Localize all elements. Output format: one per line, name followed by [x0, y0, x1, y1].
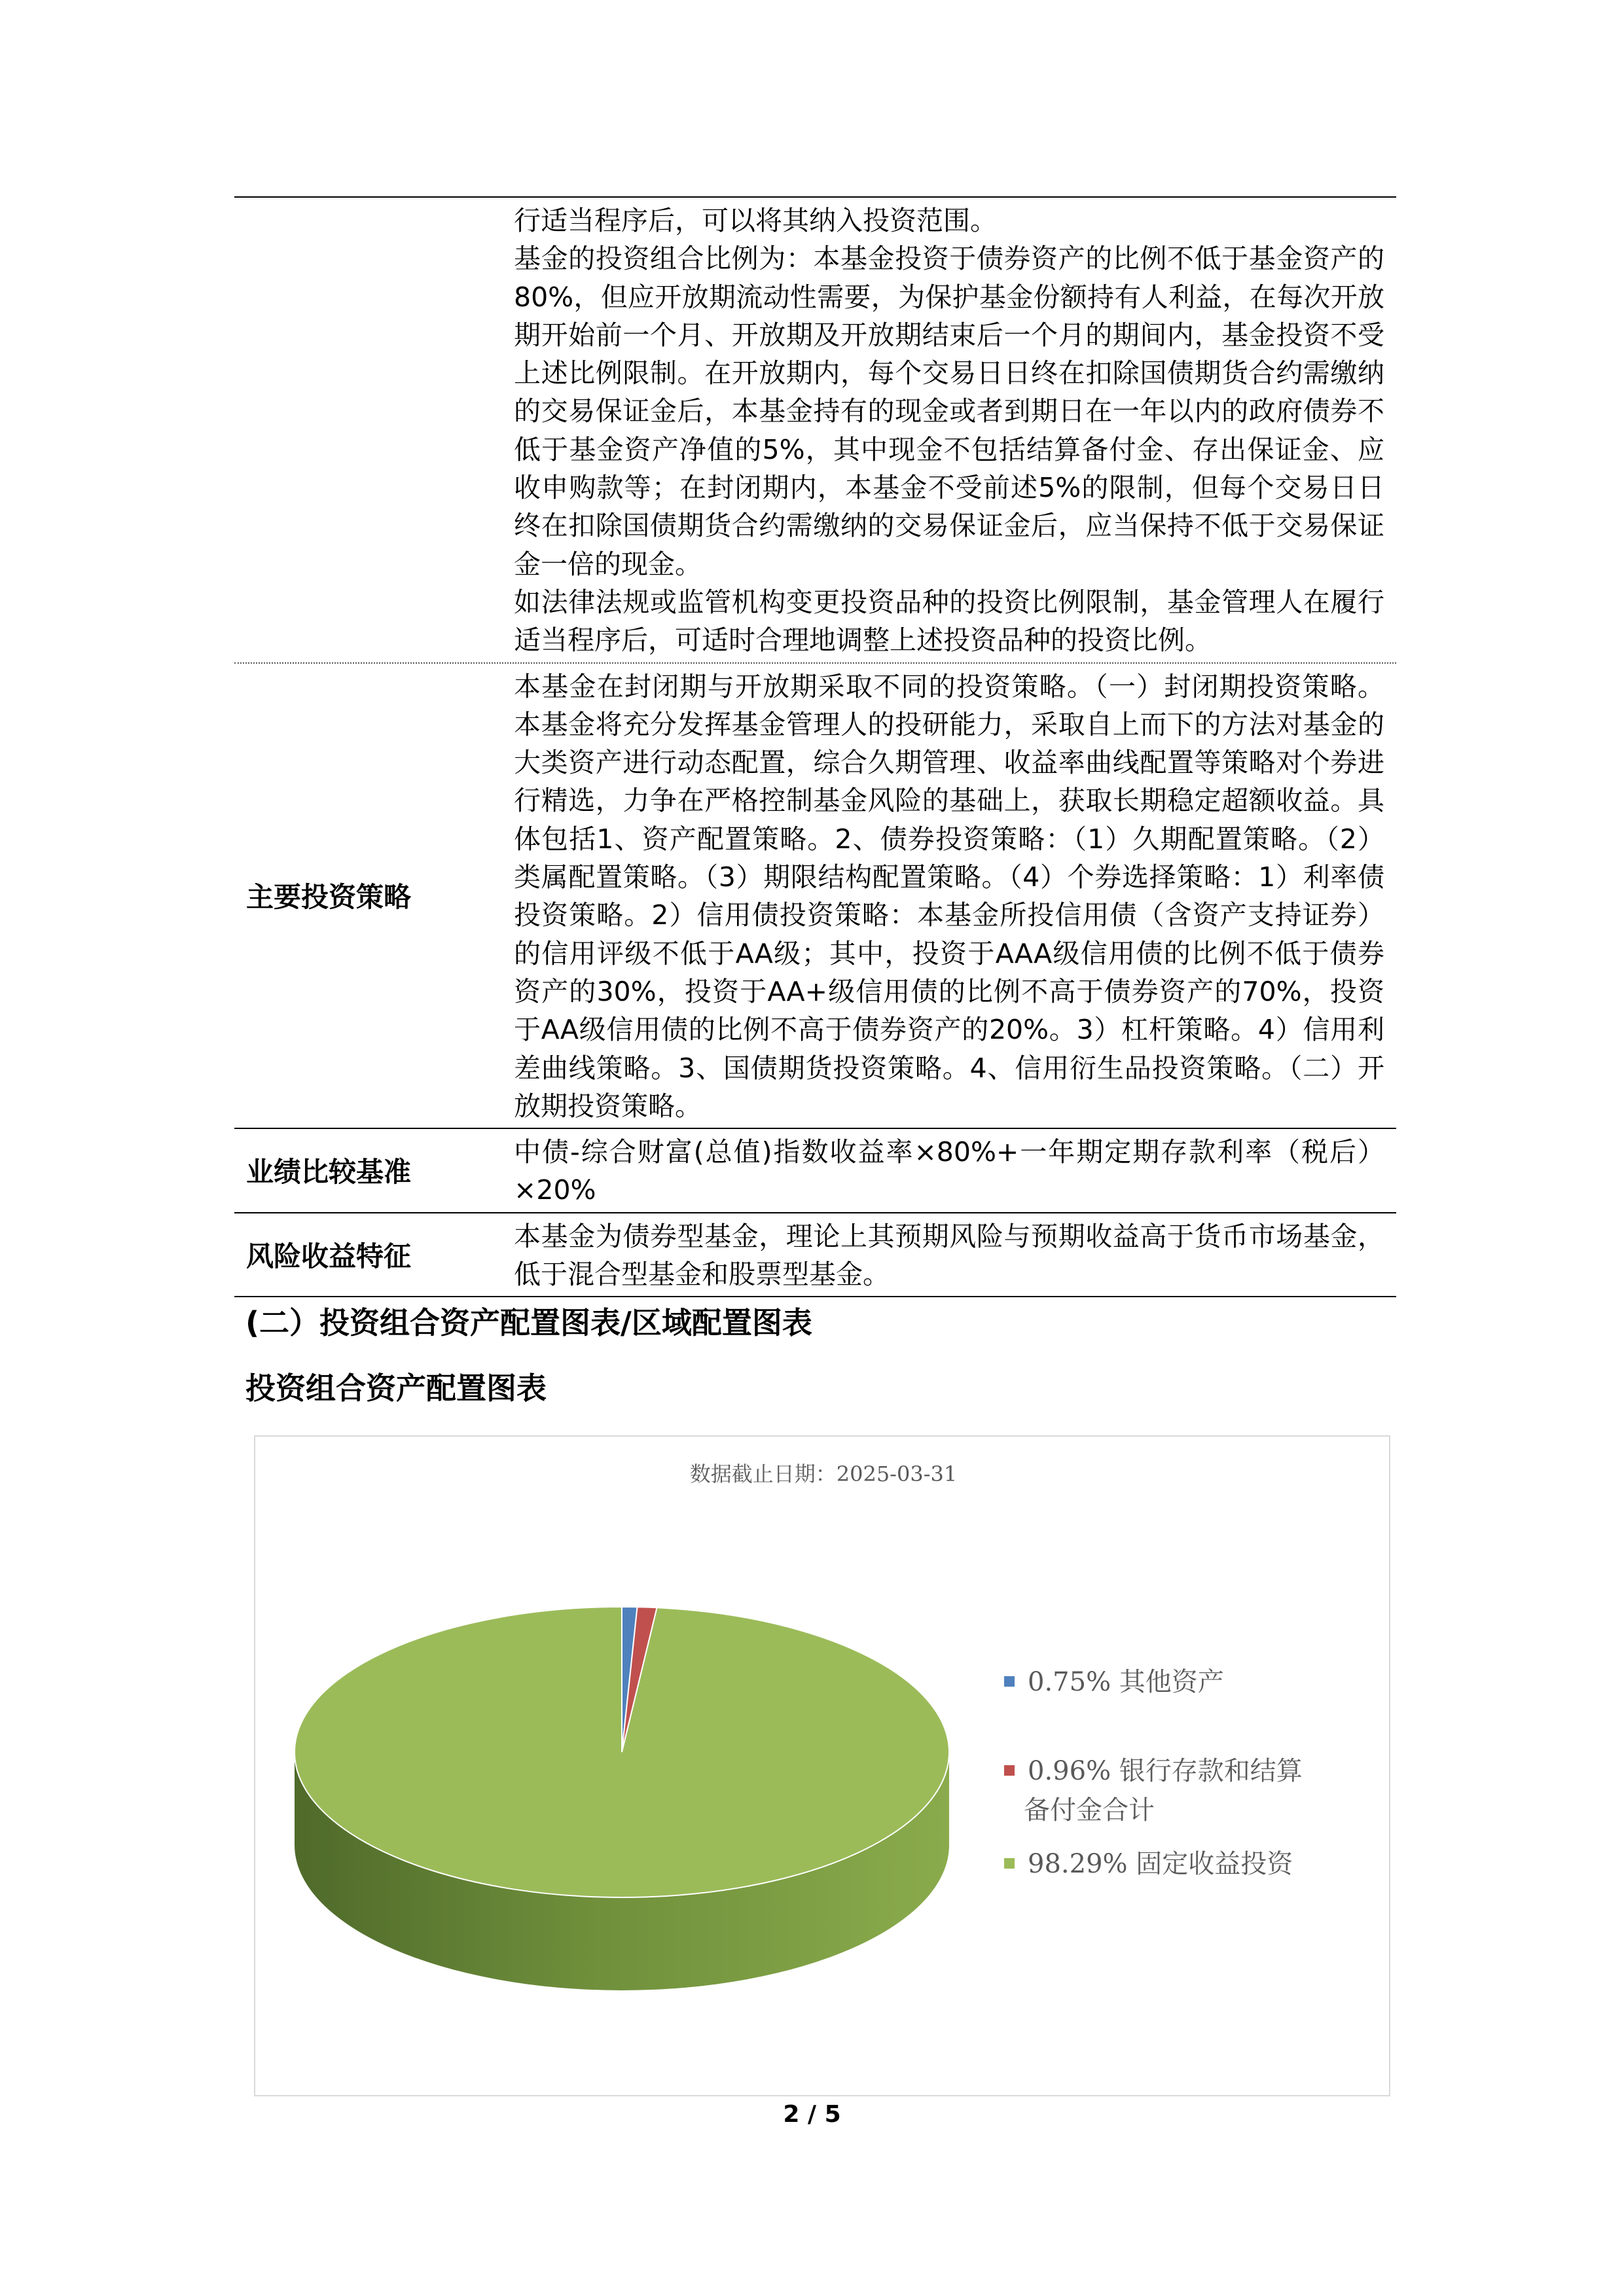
risk-content: [514, 1213, 1384, 1297]
scope-label: [246, 198, 495, 662]
subsection-heading: 投资组合资产配置图表: [245, 1371, 547, 1406]
page-number: 2 / 5: [783, 2101, 841, 2128]
legend-label: 0.75% 其他资产: [1028, 1667, 1224, 1697]
legend-marker: [1004, 1858, 1015, 1869]
risk-row: [234, 1213, 1396, 1298]
strategy-content: [514, 664, 1384, 1128]
scope-paragraph: 行适当程序后，可以将其纳入投资范围。: [514, 205, 997, 236]
pie-slice: [295, 1607, 949, 1897]
legend-label: 备付金合计: [1024, 1795, 1155, 1825]
benchmark-content: [514, 1129, 1384, 1212]
legend-label: 0.96% 银行存款和结算: [1028, 1756, 1303, 1786]
pie-chart-svg: [255, 1437, 1392, 2098]
scope-paragraph: 如法律法规或监管机构变更投资品种的投资比例限制，基金管理人在履行适当程序后，可适时合理地调整上述投资品种的投资比例。: [514, 586, 1384, 656]
risk-label: 风险收益特征: [246, 1240, 412, 1273]
strategy-label: 主要投资策略: [246, 881, 412, 914]
section-heading: (二）投资组合资产配置图表/区域配置图表: [245, 1305, 812, 1340]
chart-title: 数据截止日期：2025-03-31: [689, 1462, 958, 1486]
scope-content: [514, 198, 1384, 662]
benchmark-row: [234, 1129, 1396, 1213]
benchmark-label: 业绩比较基准: [246, 1156, 412, 1189]
benchmark-paragraph: 中债-综合财富(总值)指数收益率×80%+一年期定期存款利率（税后）×20%: [514, 1136, 1384, 1206]
risk-paragraph: 本基金为债券型基金，理论上其预期风险与预期收益高于货币市场基金，低于混合型基金和股票型基金。: [514, 1220, 1384, 1291]
legend-marker: [1004, 1676, 1015, 1687]
legend-label: 98.29% 固定收益投资: [1028, 1849, 1293, 1879]
scope-paragraph: 基金的投资组合比例为：本基金投资于债券资产的比例不低于基金资产的80%，但应开放期流动性需要，为保护基金份额持有人利益，在每次开放期开始前一个月、开放期及开放期结束后一个月的期间内，基金投资不受上述比例限制。在开放期内，每个交易日日终在扣除国债期货合约需缴纳的交易保证金后，本基金持有的现金或者到期日在一年以内的政府债券不低于基金资产净值的5%，其中现金不包括结算备付金、存出保证金、应收申购款等；在封闭期内，本基金不受前述5%的限制，但每个交易日日终在扣除国债期货合约需缴纳的交易保证金后，应当保持不低于交易保证金一倍的现金。: [514, 243, 1384, 580]
legend-marker: [1004, 1765, 1015, 1776]
scope-row: [234, 196, 1396, 664]
fund-info-table: [234, 196, 1396, 1297]
strategy-row: [234, 664, 1396, 1130]
strategy-paragraph: 本基金在封闭期与开放期采取不同的投资策略。（一）封闭期投资策略。本基金将充分发挥基金管理人的投研能力，采取自上而下的方法对基金的大类资产进行动态配置，综合久期管理、收益率曲线配置等策略对个券进行精选，力争在严格控制基金风险的基础上，获取长期稳定超额收益。具体包括1、资产配置策略。2、债券投资策略：（1）久期配置策略。（2）类属配置策略。（3）期限结构配置策略。（4）个券选择策略：1）利率债投资策略。2）信用债投资策略：本基金所投信用债（含资产支持证券）的信用评级不低于AA级；其中，投资于AAA级信用债的比例不低于债券资产的30%，投资于AA+级信用债的比例不高于债券资产的70%，投资于AA级信用债的比例不高于债券资产的20%。3）杠杆策略。4）信用利差曲线策略。3、国债期货投资策略。4、信用衍生品投资策略。（二）开放期投资策略。: [514, 670, 1384, 1122]
asset-allocation-chart: [254, 1435, 1390, 2096]
